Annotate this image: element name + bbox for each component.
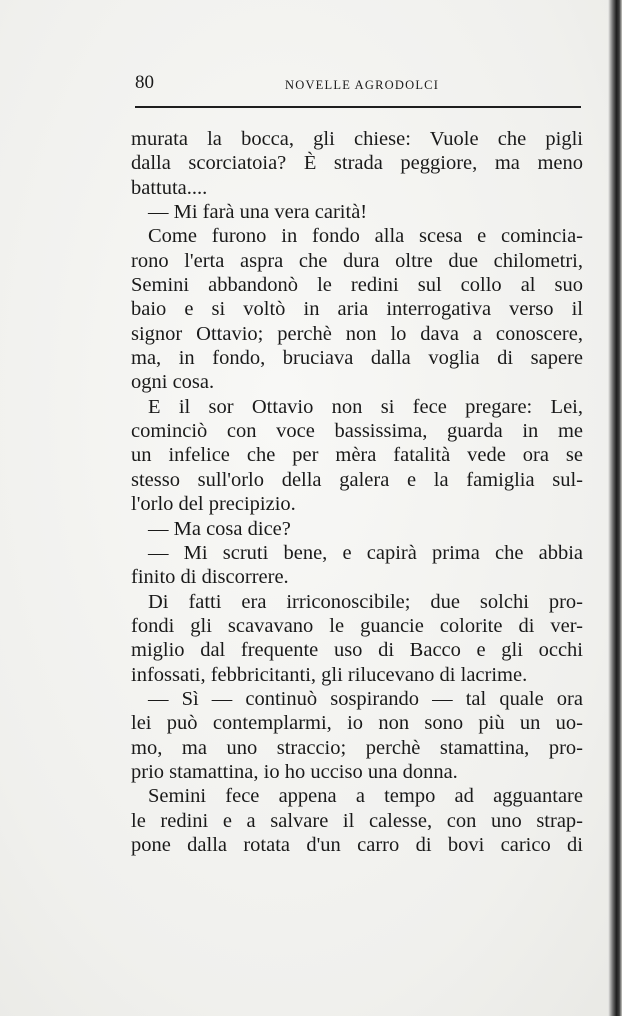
text-line: — Mi farà una vera carità! [148,201,368,224]
running-title: NOVELLE AGRODOLCI [285,78,440,92]
text-line: Semini abbandonò le redini sul collo al suo [131,274,583,297]
text-line: baio e si voltò in aria interrogativa verso il [131,298,583,321]
text-line: cominciò con voce bassissima, guarda in me [131,420,583,443]
page-number: 80 [135,72,154,93]
text-line: prio stamattina, io ho ucciso una donna. [131,760,458,783]
text-line: miglio dal frequente uso di Bacco e gli occhi [131,639,583,662]
text-line: rono l'erta aspra che dura oltre due chilometri, [131,249,583,272]
text-line: pone dalla rotata d'un carro di bovi carico di [131,833,583,856]
text-line: signor Ottavio; perchè non lo dava a conoscere, [131,322,583,345]
text-line: lei può contemplarmi, io non sono più un uo- [131,712,583,735]
text-line: l'orlo del precipizio. [131,493,296,516]
text-line: ma, in fondo, bruciava dalla voglia di sapere [131,347,583,370]
text-line: dalla scorciatoia? È strada peggiore, ma meno [131,152,583,175]
body-text [131,127,583,857]
text-line: finito di discorrere. [131,566,289,589]
page-binding-edge [608,0,622,1016]
text-line: — Sì — continuò sospirando — tal quale ora [148,687,583,710]
text-line: fondi gli scavavano le guancie colorite di ver- [131,614,583,637]
text-line: un infelice che per mèra fatalità vede ora se [131,444,583,467]
text-line: infossati, febbricitanti, gli rilucevano di lacrime. [131,663,528,686]
page-header [135,72,580,94]
text-line: le redini e a salvare il calesse, con uno strap- [131,809,583,832]
text-line: E il sor Ottavio non si fece pregare: Lei, [148,395,583,418]
text-line: stesso sull'orlo della galera e la famiglia sul- [131,468,583,491]
text-line: — Mi scruti bene, e capirà prima che abbia [148,541,583,564]
text-line: mo, ma uno straccio; perchè stamattina, pro- [131,736,583,759]
text-line: ogni cosa. [131,371,215,394]
header-rule [135,106,581,108]
text-line: Semini fece appena a tempo ad agguantare [148,785,583,808]
text-line: murata la bocca, gli chiese: Vuole che pigli [131,128,583,150]
text-line: battuta.... [131,176,208,199]
text-line: Come furono in fondo alla scesa e comincia- [148,225,583,248]
text-line: — Ma cosa dice? [148,517,291,540]
text-line: Di fatti era irriconoscibile; due solchi pro- [148,590,583,613]
